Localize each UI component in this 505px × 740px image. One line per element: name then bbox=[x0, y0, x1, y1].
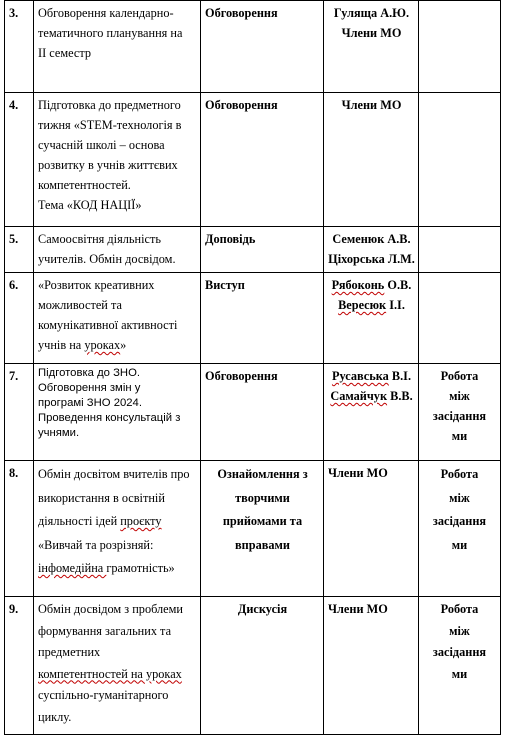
form-cell: Обговорення bbox=[201, 93, 324, 227]
responsible-cell: Рябоконь О.В. Вересюк І.І. bbox=[324, 273, 419, 364]
topic-cell: «Розвиток креативних можливостей та комунікативної активності учнів на уроках» bbox=[34, 273, 201, 364]
table-row bbox=[5, 93, 501, 227]
responsible-cell: Семенюк А.В. Ціхорська Л.М. bbox=[324, 227, 419, 273]
topic-cell: Підготовка до ЗНО. Обговорення змін у програмі ЗНО 2024. Проведення консультацій з учнями. bbox=[34, 364, 201, 461]
note-cell: Робота між засідання ми bbox=[419, 597, 501, 735]
form-cell: Обговорення bbox=[201, 364, 324, 461]
responsible-cell: Гуляща А.Ю. Члени МО bbox=[324, 1, 419, 93]
topic-cell: Обмін досвітом вчителів про використання в освітній діяльності ідей проєкту «Вивчай та розрізняй: інфомедійна грамотність» bbox=[34, 461, 201, 597]
note-cell: Робота між засідання ми bbox=[419, 461, 501, 597]
responsible-cell: Члени МО bbox=[324, 597, 419, 735]
topic-cell: Самоосвітня діяльність учителів. Обмін досвідом. bbox=[34, 227, 201, 273]
form-cell: Дискусія bbox=[201, 597, 324, 735]
form-cell: Доповідь bbox=[201, 227, 324, 273]
table-row bbox=[5, 273, 501, 364]
responsible-cell: Члени МО bbox=[324, 461, 419, 597]
responsible-cell: Члени МО bbox=[324, 93, 419, 227]
note-cell bbox=[419, 227, 501, 273]
responsible-cell: Русавська В.І. Самайчук В.В. bbox=[324, 364, 419, 461]
row-number: 3. bbox=[5, 1, 34, 93]
meeting-plan-table bbox=[4, 0, 501, 735]
row-number: 4. bbox=[5, 93, 34, 227]
table-row bbox=[5, 227, 501, 273]
table-row bbox=[5, 364, 501, 461]
row-number: 9. bbox=[5, 597, 34, 735]
row-number: 5. bbox=[5, 227, 34, 273]
topic-cell: Обмін досвідом з проблеми формування загальних та предметних компетентностей на уроках суспільно-гуманітарного циклу. bbox=[34, 597, 201, 735]
table-row bbox=[5, 1, 501, 93]
note-cell bbox=[419, 273, 501, 364]
topic-cell: Підготовка до предметного тижня «STEM-технологія в сучасній школі – основа розвитку в учнів життєвих компетентностей. Тема «КОД НАЦІЇ» bbox=[34, 93, 201, 227]
row-number: 6. bbox=[5, 273, 34, 364]
row-number: 7. bbox=[5, 364, 34, 461]
form-cell: Виступ bbox=[201, 273, 324, 364]
table-row bbox=[5, 461, 501, 597]
row-number: 8. bbox=[5, 461, 34, 597]
note-cell: Робота між засідання ми bbox=[419, 364, 501, 461]
form-cell: Обговорення bbox=[201, 1, 324, 93]
note-cell bbox=[419, 1, 501, 93]
topic-cell: Обговорення календарно- тематичного планування на II семестр bbox=[34, 1, 201, 93]
table-row bbox=[5, 597, 501, 735]
form-cell: Ознайомлення з творчими прийомами та вправами bbox=[201, 461, 324, 597]
note-cell bbox=[419, 93, 501, 227]
